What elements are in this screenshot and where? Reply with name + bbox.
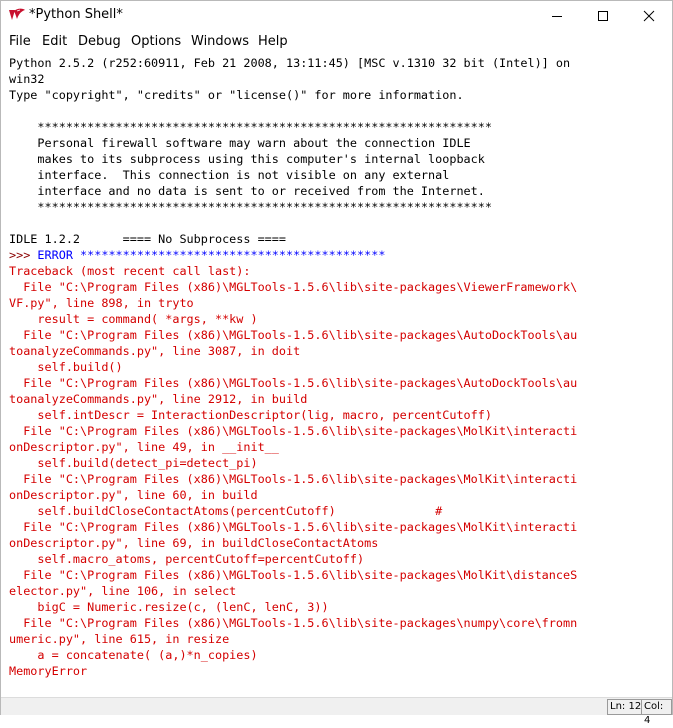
shell-line: interface and no data is sent to or received from the Internet. [9,184,485,198]
traceback-line: VF.py", line 898, in tryto [9,296,194,310]
menu-windows[interactable]: Windows [191,34,250,49]
traceback-line: bigC = Numeric.resize(c, (lenC, lenC, 3)) [9,600,329,614]
prompt-line: >>> ERROR ******************************************* [9,248,386,262]
traceback-line: result = command( *args, **kw ) [9,312,258,326]
shell-text-area[interactable] [1,52,672,697]
maximize-icon [597,10,609,22]
traceback-line: onDescriptor.py", line 49, in __init__ [9,440,279,454]
menu-bar [1,31,672,52]
shell-line: Type "copyright", "credits" or "license()" for more information. [9,88,464,102]
traceback-line: File "C:\Program Files (x86)\MGLTools-1.5.6\lib\site-packages\numpy\core\fromn [9,616,578,630]
menu-help[interactable]: Help [258,34,288,49]
shell-line: **************************************************************** [9,200,492,214]
traceback-line: self.intDescr = InteractionDescriptor(lig, macro, percentCutoff) [9,408,492,422]
traceback-line: MemoryError [9,664,88,678]
traceback-line: Traceback (most recent call last): [9,264,251,278]
traceback-line: File "C:\Program Files (x86)\MGLTools-1.5.6\lib\site-packages\MolKit\distanceS [9,568,578,582]
traceback-line: toanalyzeCommands.py", line 3087, in doit [9,344,301,358]
shell-line: interface. This connection is not visible on any external [9,168,450,182]
status-col: Col: 4 [641,699,672,715]
traceback-line: self.macro_atoms, percentCutoff=percentCutoff) [9,552,365,566]
menu-edit[interactable]: Edit [42,34,68,49]
menu-options[interactable]: Options [131,34,182,49]
traceback-line: File "C:\Program Files (x86)\MGLTools-1.5.6\lib\site-packages\AutoDockTools\au [9,376,578,390]
traceback-line: self.build() [9,360,123,374]
traceback-line: a = concatenate( (a,)*n_copies) [9,648,258,662]
shell-line: makes to its subprocess using this computer's internal loopback [9,152,485,166]
maximize-button[interactable] [580,1,626,31]
traceback-line: self.buildCloseContactAtoms(percentCutoff) # [9,504,443,518]
close-icon [643,10,655,22]
traceback-line: self.build(detect_pi=detect_pi) [9,456,258,470]
traceback-line: File "C:\Program Files (x86)\MGLTools-1.5.6\lib\site-packages\AutoDockTools\au [9,328,578,342]
shell-line: Personal firewall software may warn about the connection IDLE [9,136,471,150]
traceback-line: elector.py", line 106, in select [9,584,237,598]
status-line: Ln: 12 [607,699,644,715]
minimize-button[interactable] [534,1,580,31]
shell-line: Python 2.5.2 (r252:60911, Feb 21 2008, 13:11:45) [MSC v.1310 32 bit (Intel)] on [9,56,571,70]
traceback-line: toanalyzeCommands.py", line 2912, in build [9,392,308,406]
traceback-line: onDescriptor.py", line 60, in build [9,488,258,502]
menu-debug[interactable]: Debug [78,34,121,49]
traceback-line: umeric.py", line 615, in resize [9,632,230,646]
window-title: *Python Shell* [29,7,123,22]
traceback-line: File "C:\Program Files (x86)\MGLTools-1.5.6\lib\site-packages\ViewerFramework\ [9,280,578,294]
status-bar [1,697,672,726]
shell-line: win32 [9,72,45,86]
close-button[interactable] [626,1,672,31]
shell-line: **************************************************************** [9,120,492,134]
shell-line: IDLE 1.2.2 ==== No Subprocess ==== [9,232,286,246]
traceback-line: File "C:\Program Files (x86)\MGLTools-1.5.6\lib\site-packages\MolKit\interacti [9,424,578,438]
tk-feather-icon[interactable] [8,7,26,23]
traceback-line: File "C:\Program Files (x86)\MGLTools-1.5.6\lib\site-packages\MolKit\interacti [9,520,578,534]
traceback-line: onDescriptor.py", line 69, in buildCloseContactAtoms [9,536,379,550]
menu-file[interactable]: File [9,34,31,49]
traceback-line: File "C:\Program Files (x86)\MGLTools-1.5.6\lib\site-packages\MolKit\interacti [9,472,578,486]
minimize-icon [551,10,563,22]
title-bar[interactable] [1,1,672,31]
